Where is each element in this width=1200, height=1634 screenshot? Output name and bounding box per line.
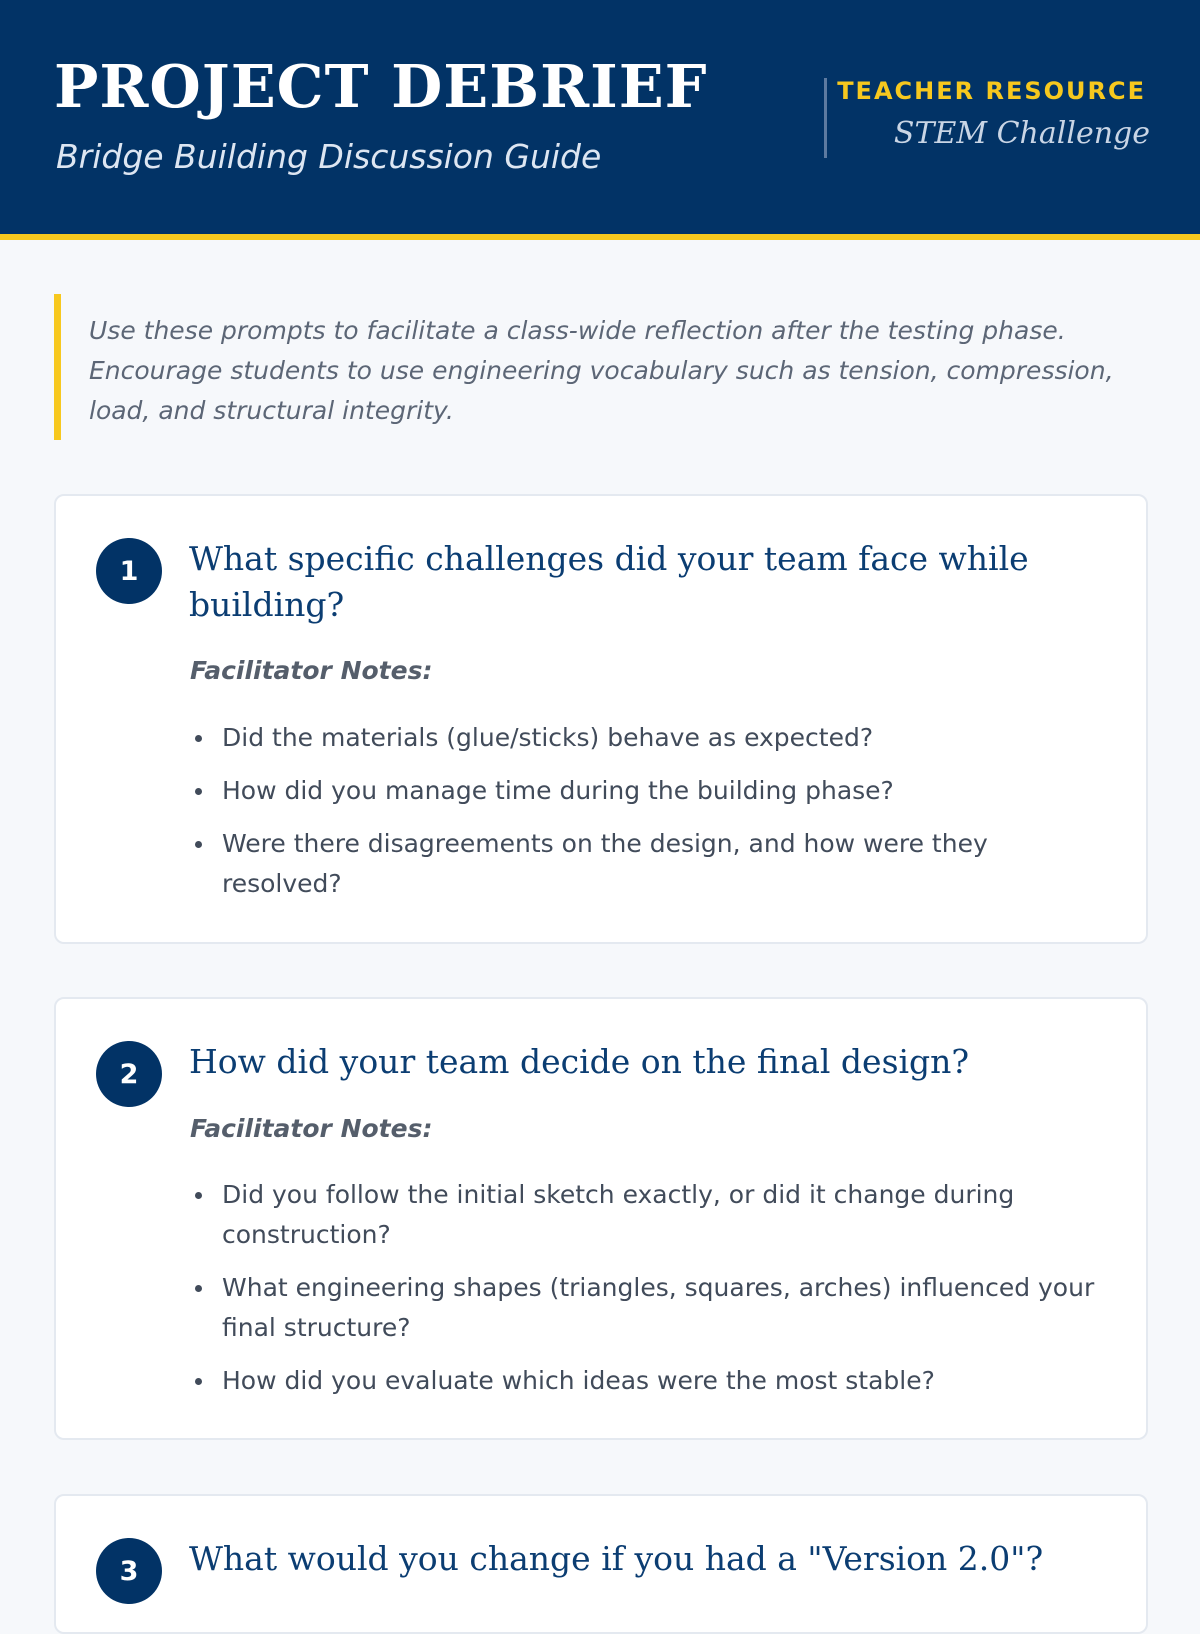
resource-label: TEACHER RESOURCE [837, 77, 1146, 105]
note-item: How did you evaluate which ideas were the most stable? [190, 1361, 1110, 1401]
note-item: Did you follow the initial sketch exactly, or did it change during construction? [190, 1175, 1110, 1255]
question-text: What would you change if you had a "Version 2.0"? [189, 1539, 1044, 1578]
facilitator-notes-label: Facilitator Notes: [190, 1114, 433, 1143]
question-card [54, 494, 1148, 944]
question-text: How did your team decide on the final design? [189, 1042, 970, 1081]
note-item: Did the materials (glue/sticks) behave as expected? [190, 718, 1110, 758]
question-text: What specific challenges did your team face while building? [189, 539, 1029, 624]
page-header [0, 0, 1200, 240]
facilitator-notes-list [190, 1175, 1110, 1414]
question-card [54, 997, 1148, 1440]
page-title: PROJECT DEBRIEF [54, 52, 708, 121]
facilitator-notes-label: Facilitator Notes: [190, 656, 433, 685]
intro-callout: Use these prompts to facilitate a class-wide reflection after the testing phase. Encourage students to use engineering vocabulary such as tension, compression, load, and structural integrity. [54, 294, 1148, 440]
question-card [54, 1494, 1148, 1634]
category-label: STEM Challenge [893, 116, 1150, 151]
note-item: What engineering shapes (triangles, squares, arches) influenced your final structure? [190, 1268, 1110, 1348]
question-number-badge: 1 [96, 538, 162, 604]
question-number-badge: 2 [96, 1041, 162, 1107]
page-subtitle: Bridge Building Discussion Guide [56, 137, 602, 176]
note-item: How did you manage time during the building phase? [190, 771, 1110, 811]
question-number-badge: 3 [96, 1538, 162, 1604]
header-divider [824, 78, 827, 158]
note-item: Were there disagreements on the design, and how were they resolved? [190, 824, 1110, 904]
facilitator-notes-list [190, 718, 1110, 917]
